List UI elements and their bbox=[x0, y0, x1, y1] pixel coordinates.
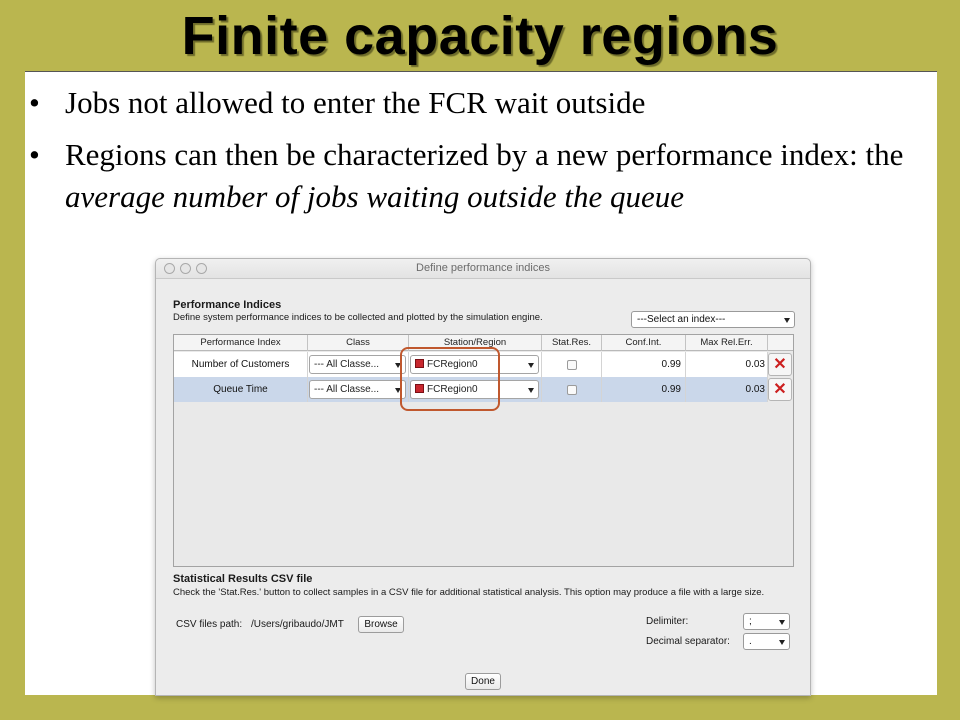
statres-cell bbox=[542, 377, 602, 402]
decimal-separator-dropdown[interactable] bbox=[743, 633, 790, 650]
window-titlebar[interactable] bbox=[156, 259, 810, 279]
bullet-text: Regions can then be characterized by a new performance index: the bbox=[65, 137, 904, 172]
bullet-item bbox=[25, 134, 925, 218]
class-combo-value: --- All Classe... bbox=[314, 384, 380, 395]
maxrelerr-cell[interactable]: 0.03 bbox=[686, 377, 768, 402]
csv-section-description: Check the 'Stat.Res.' button to collect samples in a CSV file for additional statistical analysis. This option may produce a file with a large size. bbox=[173, 587, 765, 598]
station-combo-value: FCRegion0 bbox=[427, 384, 478, 395]
bullet-list bbox=[25, 82, 925, 218]
class-cell bbox=[308, 352, 409, 377]
select-index-dropdown[interactable] bbox=[631, 311, 795, 328]
delete-row-button[interactable]: ✕ bbox=[768, 378, 792, 401]
column-header-statres[interactable]: Stat.Res. bbox=[542, 335, 602, 351]
statres-checkbox[interactable] bbox=[567, 360, 577, 370]
delimiter-dropdown[interactable] bbox=[743, 613, 790, 630]
statres-cell bbox=[542, 352, 602, 377]
station-highlight-annotation bbox=[400, 347, 500, 411]
column-header-index[interactable]: Performance Index bbox=[174, 335, 308, 351]
column-header-confint[interactable]: Conf.Int. bbox=[602, 335, 686, 351]
bullet-item bbox=[25, 82, 925, 134]
chevron-down-icon bbox=[528, 388, 534, 393]
decimal-separator-label: Decimal separator: bbox=[646, 636, 730, 647]
index-name-cell: Number of Customers bbox=[174, 352, 308, 377]
chevron-down-icon bbox=[779, 620, 785, 625]
bullet-text: Jobs not allowed to enter the FCR wait outside bbox=[65, 85, 646, 120]
csv-path-value: /Users/gribaudo/JMT bbox=[251, 619, 344, 630]
csv-section-title: Statistical Results CSV file bbox=[173, 573, 313, 585]
browse-button[interactable]: Browse bbox=[358, 616, 404, 633]
delete-row-button[interactable]: ✕ bbox=[768, 353, 792, 376]
delimiter-value: ; bbox=[749, 616, 752, 627]
done-button[interactable]: Done bbox=[465, 673, 501, 690]
chevron-down-icon bbox=[784, 318, 790, 323]
class-combo-value: --- All Classe... bbox=[314, 359, 380, 370]
csv-path-label: CSV files path: bbox=[176, 619, 243, 630]
confint-cell[interactable]: 0.99 bbox=[602, 352, 686, 377]
bullet-dot-icon: • bbox=[29, 137, 40, 172]
class-combo[interactable] bbox=[309, 380, 406, 399]
chevron-down-icon bbox=[779, 640, 785, 645]
statres-checkbox[interactable] bbox=[567, 385, 577, 395]
maxrelerr-cell[interactable]: 0.03 bbox=[686, 352, 768, 377]
window-title: Define performance indices bbox=[416, 262, 550, 274]
delimiter-label: Delimiter: bbox=[646, 616, 689, 627]
decimal-separator-value: . bbox=[749, 636, 752, 647]
select-index-value: ---Select an index--- bbox=[637, 314, 726, 325]
index-name-cell: Queue Time bbox=[174, 377, 308, 402]
slide-title: Finite capacity regions bbox=[181, 6, 779, 66]
perf-section-title: Performance Indices bbox=[173, 299, 282, 311]
column-header-station[interactable]: Station/Region bbox=[409, 335, 542, 351]
column-header-maxrelerr[interactable]: Max Rel.Err. bbox=[686, 335, 768, 351]
class-cell bbox=[308, 377, 409, 402]
performance-indices-dialog bbox=[155, 258, 811, 696]
confint-cell[interactable]: 0.99 bbox=[602, 377, 686, 402]
column-header-class[interactable]: Class bbox=[308, 335, 409, 351]
perf-section-description: Define system performance indices to be collected and plotted by the simulation engine. bbox=[173, 312, 543, 323]
chevron-down-icon bbox=[528, 363, 534, 368]
bullet-italic-text: average number of jobs waiting outside the queue bbox=[65, 179, 685, 214]
station-combo-value: FCRegion0 bbox=[427, 359, 478, 370]
class-combo[interactable] bbox=[309, 355, 406, 374]
bullet-dot-icon: • bbox=[29, 85, 40, 120]
